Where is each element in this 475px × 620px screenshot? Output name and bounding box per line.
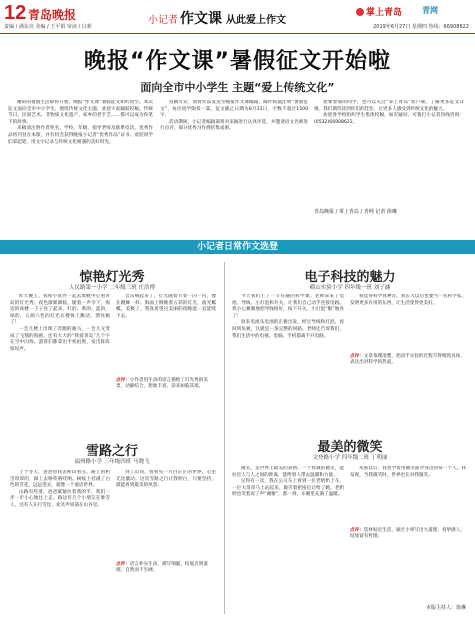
comment-text: 选材贴近生活，通过小事写出大道理，真挚感人，结尾富有哲理。 (350, 528, 465, 540)
article-paragraph: 到了山顶，我看见一片白茫茫的世界，心里无比激动。这次雪路之行让我明白，只要坚持，就能看到最美的风景。 (116, 470, 216, 489)
article-byline-smile: 文登路小学 四年级二班 丁明丽 (312, 455, 388, 461)
comment-text: 文章条理清楚，把动手实验的过程写得细致具体，表达出对科学的热爱。 (350, 354, 465, 366)
article-body-smile (232, 466, 344, 614)
article-paragraph: 音乐响起来了，灯光随着节奏一闪一闪，像在跳舞一样。海面上倒映着五彩的灯光，波光粼粼，美极了。我真希望这美丽的夜晚能一直延续下去。 (116, 294, 216, 319)
lead-subhead: 面向全市中小学生 主题“爱上传统文化” (140, 81, 335, 94)
lead-headline: 晚报“作文课”暑假征文开始啦 (84, 49, 391, 74)
article-paragraph: 微笑，是世界上最美的表情。一个真诚的微笑，能拉近人与人之间的距离，能给别人带去温暖和力量。 (232, 466, 344, 478)
article-paragraph: 从那以后，我也学着用微笑面对身边的每一个人。我发现，当我微笑时，世界也在对我微笑。 (350, 466, 466, 478)
article-title-lantern: 惊艳灯光秀 (79, 270, 145, 285)
article-body-smile-2 (350, 466, 466, 524)
column-title-suffix: 从此爱上作文 (226, 15, 286, 26)
article-paragraph: 昨天晚上，我和小伙伴一起去奥帆中心看青岛的灯光秀。夜色渐渐降临，随着一声令下，海边的高楼一下子亮了起来，红的、黄的、蓝的、绿的，五颜六色的灯光在楼体上跳动，漂亮极了！ (10, 294, 110, 326)
comment-label: 点评： (116, 378, 130, 383)
lead-signature: 青岛晚报 / 掌上青岛 / 青网 记者 徐琳 (314, 209, 397, 215)
article-paragraph: 我觉得科学真神奇，我长大以后也要当一名科学家，发明更多有用的东西，让生活变得更美好。 (350, 294, 466, 306)
article-comment-circuit (350, 354, 466, 398)
article-paragraph: 山路有些滑，爸爸紧紧拉着我的手，我们一步一步小心地往上走。路边有几个小朋友在堆雪人，还有人在打雪仗，欢笑声回荡在山谷里。 (10, 489, 110, 508)
article-comment-lantern (116, 378, 216, 428)
date-line: 2019年6月27日 星期四 热线：66908622 (373, 24, 469, 30)
article-body-lantern (10, 294, 110, 426)
app-logo-icon (356, 8, 364, 16)
paper-logo: 青岛晚报 (28, 8, 77, 22)
app-badge (356, 5, 402, 18)
lead-paragraph: 来稿请注明作者姓名、学校、年级、指导老师及联系电话。优秀作品将刊登在本版，并有机会获得晚报小记者“优秀作品”证书。欢迎同学们拿起笔，用文字记录与传统文化相遇的美好时光。 (8, 126, 153, 145)
column-title-prefix: 小记者 (148, 15, 178, 26)
footer-editor: 本版主持人：徐琳 (425, 605, 466, 611)
article-paragraph: 原来电流从电池的正极出发，经过导线和灯泡，再回到负极，这就是一条完整的回路。老师还告诉我们，我们生活中的电视、电脑、手机都离不开电路。 (232, 320, 344, 339)
article-body-lantern-2 (116, 294, 216, 374)
article-comment-snow (116, 562, 216, 612)
comment-label: 点评： (350, 354, 364, 359)
comment-text: 小作者用生动的语言描绘了灯光秀的美景，动静结合，想象丰富，读来如临其境。 (116, 378, 208, 390)
article-paragraph: 记得有一次，我在公交车上看到一位老奶奶上车，一位大哥哥马上站起来，微笑着把座位让给了她。老奶奶也笑着说了声“谢谢”，那一刻，车厢里充满了温暖。 (232, 479, 344, 498)
article-body-snow-2 (116, 470, 216, 560)
editors-line: 责编 / 满东亮 美编 / 王平娟 审读 / 白莉 (4, 24, 92, 30)
article-body-snow (10, 470, 110, 616)
article-title-circuit: 电子科技的魅力 (304, 270, 396, 285)
article-byline-snow: 福州路小学 三年级四班 马晓飞 (74, 459, 150, 465)
article-paragraph: 一会儿楼上出现了奔跑的骏马，一会儿又变成了飞翔的海鸥，还有大大的“我爱青岛”几个字在空中闪烁。游客们都拿出手机拍照，发出阵阵惊叹声。 (10, 326, 110, 352)
lead-text-right (314, 100, 464, 204)
lead-paragraph: 欢迎各学校组织学生集体投稿，如有疑问，可拨打小记者热线咨询：(0532)66908622。 (314, 113, 464, 125)
lead-text-middle (160, 100, 308, 218)
comment-label: 点评： (116, 562, 130, 567)
app-name: 掌上青岛 (366, 8, 403, 18)
comment-text: 语言朴实生动，描写细腻，结尾点明道理，自然而不生硬。 (116, 562, 208, 574)
article-body-circuit (232, 294, 344, 428)
article-title-smile: 最美的微笑 (317, 440, 383, 455)
article-body-circuit-2 (350, 294, 466, 350)
page-number: 12 (4, 2, 27, 24)
column-title-main: 作文课 (180, 11, 222, 27)
article-paragraph: 上个冬天，爸爸带我去崂山看雪。路上的积雪厚厚的，踩上去咯吱咯吱响。树枝上挂满了白色的雪花，远远望去，就像一个童话世界。 (10, 470, 110, 489)
article-byline-circuit: 崂山实验小学 四年级一班 刘子涵 (309, 285, 391, 291)
comment-label: 点评： (350, 528, 364, 533)
lead-paragraph: 活动期间，小记者编辑部将对来稿进行认真评选，并邀请语文名师进行点评，部分优秀习作将结集成册。 (160, 119, 308, 132)
article-comment-smile (350, 528, 466, 600)
lead-paragraph: 投稿方式：请将作品发送至晚报作文课邮箱，邮件标题注明“暑假征文”，每位同学限投一篇。征文截止日期为8月31日，字数不超过1500字。 (160, 100, 308, 119)
article-byline-lantern: 人民路第一小学 二年级三班 庄浩博 (69, 285, 155, 291)
lead-text-left (8, 100, 153, 218)
qingwang-badge: 青网 (422, 6, 438, 15)
lead-paragraph: 想要参加的同学，也可以关注“掌上青岛”客户端，了解更多征文详情。我们期待读到你们的佳作，让更多人感受到传统文化的魅力。 (314, 100, 464, 112)
section-band-title: 小记者日常作文选登 (196, 242, 278, 252)
article-title-snow: 雪路之行 (85, 444, 138, 459)
column-title (148, 8, 286, 28)
column-divider (224, 262, 225, 614)
masthead (0, 0, 475, 34)
lead-paragraph: 精彩的暑假生活即将开始，晚报“作文课”暑假征文如约而至。本次征文面向全市中小学生，围绕传统文化主题，欢迎大家踊跃投稿。传统节日、民间艺术、非物质文化遗产、家乡的老手艺……都可以成为你笔下的故事。 (8, 100, 153, 125)
article-paragraph: 今天我们上了一节有趣的科学课。老师拿来了电池、导线、小灯泡和开关，让我们自己动手连接电路。我小心翼翼地把导线接好，按下开关，小灯泡“啪”地亮了！ (232, 294, 344, 319)
